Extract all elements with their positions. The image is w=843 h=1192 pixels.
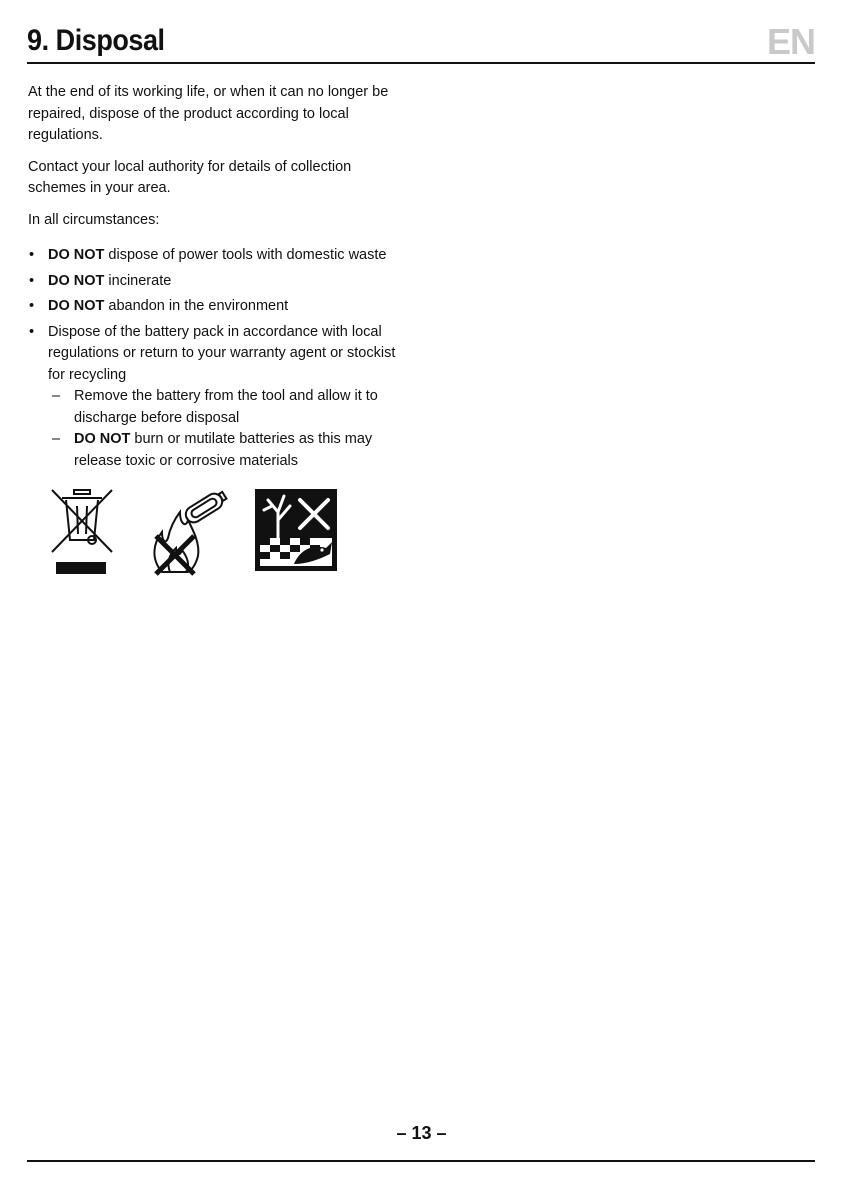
list-item-text: Dispose of the battery pack in accordance with local regulations or return to your warranty agent or stockist for recycling — [48, 323, 396, 383]
sub-list-item-text: burn or mutilate batteries as this may release toxic or corrosive materials — [74, 431, 373, 469]
no-battery-in-fire-icon — [140, 488, 230, 576]
sub-list-item — [48, 386, 408, 429]
disposal-section — [28, 82, 408, 476]
list-item — [28, 322, 408, 473]
emphasis: DO NOT — [48, 272, 105, 289]
list-item — [28, 271, 408, 293]
circumstances-paragraph: In all circumstances: — [28, 211, 160, 228]
list-item — [28, 245, 408, 267]
page-title: 9. Disposal — [27, 24, 165, 57]
disposal-symbols — [40, 488, 340, 578]
page-number: – 13 – — [396, 1123, 447, 1143]
emphasis: DO NOT — [48, 247, 105, 263]
list-item-text: abandon in the environment — [104, 298, 289, 314]
intro-paragraph: At the end of its working life, or when it can no longer be repaired, dispose of the product according to local regulations. — [28, 84, 389, 143]
emphasis: DO NOT — [74, 431, 131, 447]
do-not-discard-in-environment-icon — [254, 488, 338, 572]
sub-list-item — [48, 429, 408, 472]
contact-paragraph: Contact your local authority for details of collection schemes in your area. — [28, 158, 352, 196]
list-item-text: dispose of power tools with domestic waste — [104, 247, 387, 263]
language-badge: EN — [766, 21, 815, 62]
list-item-text: incinerate — [104, 272, 172, 289]
disposal-rules-list — [28, 245, 408, 472]
emphasis: DO NOT — [48, 298, 105, 314]
page-header — [27, 21, 815, 64]
sub-list-item-text: Remove the battery from the tool and allow it to discharge before disposal — [74, 388, 378, 426]
crossed-out-wheelie-bin-icon — [50, 488, 114, 576]
footer-divider — [27, 1160, 815, 1162]
battery-sub-list — [48, 386, 408, 472]
list-item — [28, 296, 408, 318]
